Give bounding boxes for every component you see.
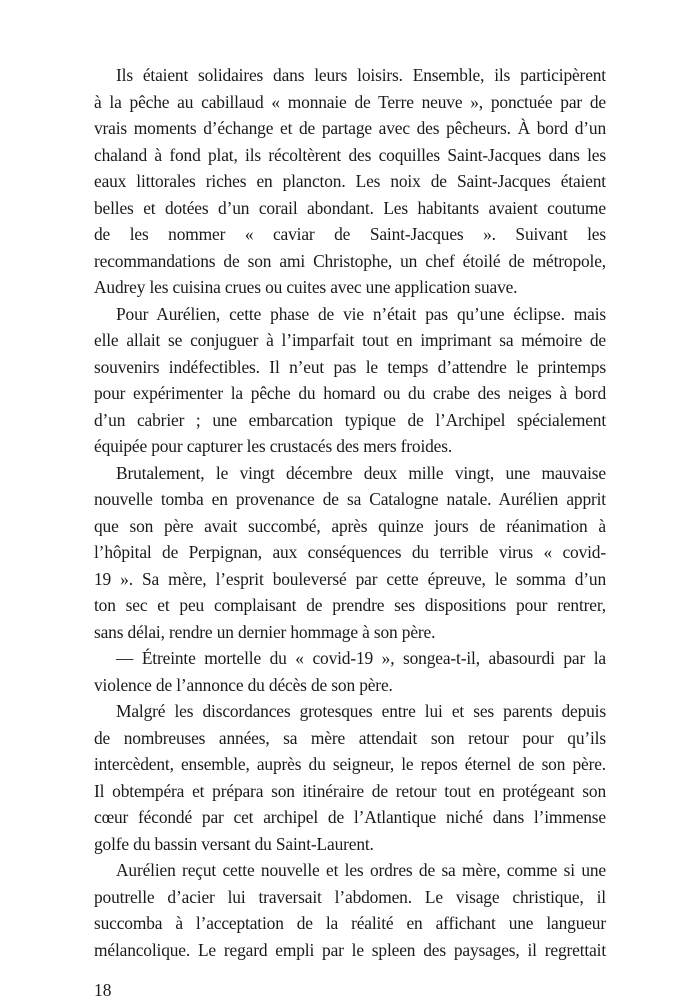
text-line: cœur fécondé par cet archipel de l’Atlantique niché dans l’immense [94, 807, 606, 827]
text-line: l’hôpital de Perpignan, aux conséquences du terrible virus « covid- [94, 542, 606, 562]
text-line: intercèdent, ensemble, auprès du seigneur, le repos éternel de son père. [94, 754, 606, 774]
text-line: violence de l’annonce du décès de son père. [94, 674, 393, 695]
text-line: — Étreinte mortelle du « covid-19 », songea-t-il, abasourdi par la [116, 648, 606, 668]
text-line: que son père avait succombé, après quinze jours de réanimation à [94, 515, 606, 536]
paragraph [94, 645, 606, 698]
text-line: souvenirs indéfectibles. Il n’eut pas le temps d’attendre le printemps [94, 356, 606, 377]
text-line: succomba à l’acceptation de la réalité en affichant une langueur [94, 913, 606, 933]
text-line: vrais moments d’échange et de partage avec des pêcheurs. À bord d’un [94, 118, 606, 138]
text-line: de nombreuses années, sa mère attendait son retour pour qu’ils [94, 727, 606, 748]
paragraph [94, 62, 606, 301]
text-line: Audrey les cuisina crues ou cuites avec une application suave. [94, 277, 518, 297]
text-line: nouvelle tomba en provenance de sa Catalogne natale. Aurélien apprit [94, 489, 606, 509]
paragraph [94, 460, 606, 646]
text-line: recommandations de son ami Christophe, un chef étoilé de métropole, [94, 250, 606, 271]
text-line: Il obtempéra et prépara son itinéraire de retour tout en protégeant son [94, 780, 606, 801]
paragraphs [94, 62, 606, 963]
page-body-text [94, 62, 606, 1004]
paragraph [94, 698, 606, 857]
text-line: belles et dotées d’un corail abondant. Les habitants avaient coutume [94, 197, 606, 218]
text-line: Malgré les discordances grotesques entre lui et ses parents depuis [116, 701, 606, 721]
text-line: d’un cabrier ; une embarcation typique de l’Archipel spécialement [94, 409, 606, 430]
text-line: golfe du bassin versant du Saint-Laurent. [94, 833, 374, 854]
text-line: Ils étaient solidaires dans leurs loisirs. Ensemble, ils participèrent [116, 65, 606, 85]
text-line: ton sec et peu complaisant de prendre ses dispositions pour rentrer, [94, 595, 606, 615]
text-line: mélancolique. Le regard empli par le spleen des paysages, il regrettait [94, 939, 606, 960]
page-number: 18 [94, 980, 112, 1000]
text-line: chaland à fond plat, ils récoltèrent des coquilles Saint-Jacques dans les [94, 144, 606, 165]
text-line: Pour Aurélien, cette phase de vie n’était pas qu’une éclipse. mais [116, 303, 606, 324]
paragraph [94, 857, 606, 963]
paragraph [94, 301, 606, 460]
text-line: Aurélien reçut cette nouvelle et les ordres de sa mère, comme si une [116, 860, 606, 880]
text-line: à la pêche au cabillaud « monnaie de Terre neuve », ponctuée par de [94, 91, 606, 112]
text-line: Brutalement, le vingt décembre deux mille vingt, une mauvaise [116, 462, 606, 483]
text-line: de les nommer « caviar de Saint-Jacques ». Suivant les [94, 224, 606, 244]
text-line: sans délai, rendre un dernier hommage à son père. [94, 621, 436, 642]
text-line: eaux littorales riches en plancton. Les noix de Saint-Jacques étaient [94, 171, 606, 191]
text-line: pour expérimenter la pêche du homard ou du crabe des neiges à bord [94, 383, 606, 403]
text-line: 19 ». Sa mère, l’esprit bouleversé par cette épreuve, le somma d’un [94, 568, 606, 589]
text-line: équipée pour capturer les crustacés des mers froides. [94, 436, 453, 456]
text-line: poutrelle d’acier lui traversait l’abdomen. Le visage christique, il [94, 886, 606, 907]
text-line: elle allait se conjuguer à l’imparfait tout en imprimant sa mémoire de [94, 330, 606, 350]
